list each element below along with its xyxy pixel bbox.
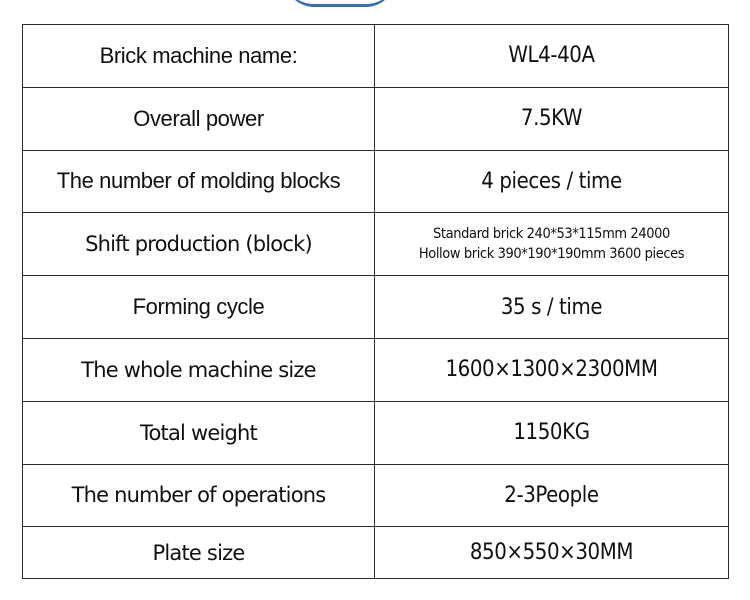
table-row — [23, 401, 729, 464]
brick-machine-spec-table — [22, 24, 729, 579]
spec-label: Plate size — [23, 527, 375, 579]
table-row — [23, 464, 729, 527]
spec-value: 4 pieces / time — [375, 150, 729, 213]
table-row — [23, 527, 729, 579]
spec-value: 850×550×30MM — [375, 527, 729, 579]
table-row — [23, 87, 729, 150]
table-row — [23, 276, 729, 339]
table-row — [23, 213, 729, 276]
spec-value: 2-3People — [375, 464, 729, 527]
spec-label: The number of molding blocks — [23, 150, 375, 213]
top-decorative-arc — [285, 0, 395, 7]
spec-label: The whole machine size — [23, 338, 375, 401]
spec-value: 7.5KW — [375, 87, 729, 150]
spec-label: Forming cycle — [23, 276, 375, 339]
spec-label: Total weight — [23, 401, 375, 464]
spec-value — [375, 213, 729, 276]
spec-value: 1150KG — [375, 401, 729, 464]
spec-value-line: Hollow brick 390*190*190mm 3600 pieces — [418, 246, 685, 263]
spec-value: 1600×1300×2300MM — [375, 338, 729, 401]
spec-label: Shift production (block) — [23, 213, 375, 276]
spec-label: Overall power — [23, 87, 375, 150]
spec-value-line: Standard brick 240*53*115mm 24000 — [433, 226, 670, 243]
spec-label: The number of operations — [23, 464, 375, 527]
table-row — [23, 338, 729, 401]
spec-label: Brick machine name: — [23, 25, 375, 88]
table-row — [23, 150, 729, 213]
spec-value: WL4-40A — [375, 25, 729, 88]
table-row — [23, 25, 729, 88]
spec-value: 35 s / time — [375, 276, 729, 339]
